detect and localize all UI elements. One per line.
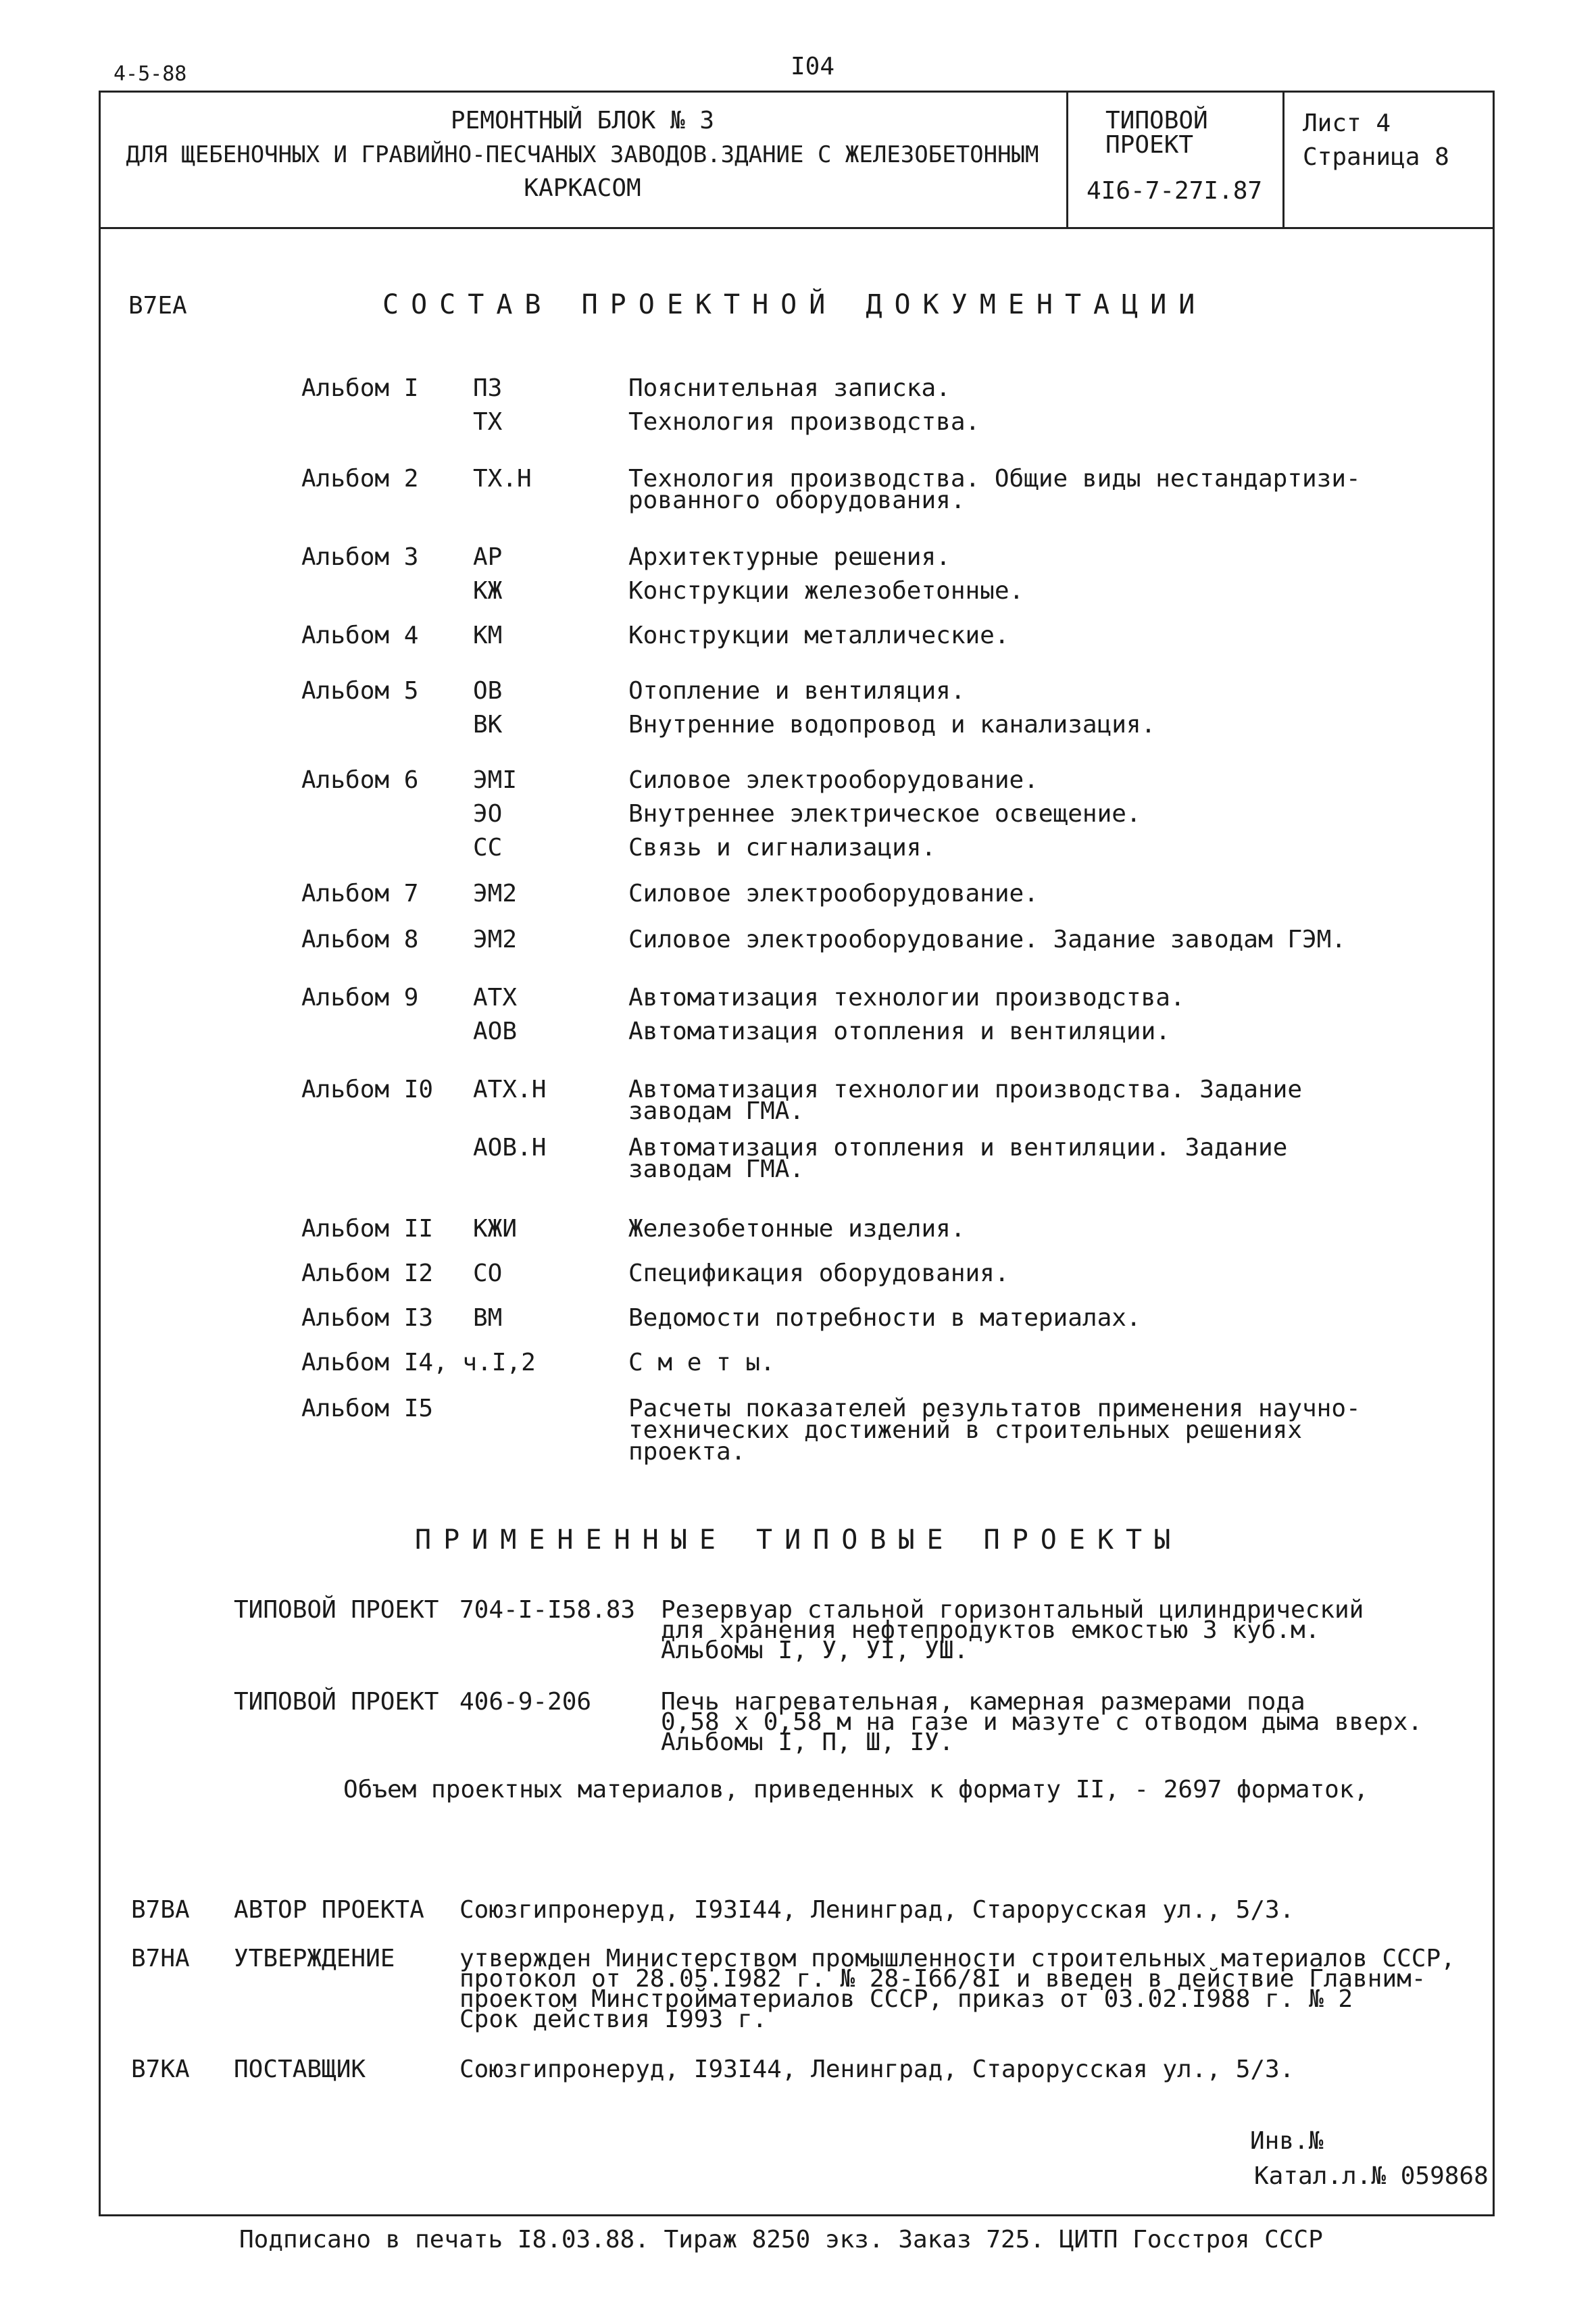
doc-mark: ОВ [473,677,503,705]
doc-description: Автоматизация отопления и вентиляции. Задание [628,1134,1288,1162]
catalog-number: Катал.л.№ 059868 [1254,2162,1489,2190]
info-code: В7КА [131,2056,190,2083]
album-label: Альбом II [301,1215,434,1243]
doc-description: технических достижений в строительных решениях [628,1416,1302,1444]
doc-description: Отопление и вентиляция. [628,677,966,705]
info-text: проектом Минстройматериалов СССР, приказ от 03.02.I988 г. № 2 [459,1985,1353,2013]
doc-description: Автоматизация отопления и вентиляции. [628,1018,1170,1045]
doc-description: рованного оборудования. [628,487,966,514]
doc-mark: КЖ [473,577,503,605]
info-label: ПОСТАВЩИК [234,2056,366,2083]
doc-description: заводам ГМА. [628,1097,805,1125]
doc-mark: ЭМ2 [473,880,518,907]
doc-mark: ЭМ2 [473,926,518,953]
stamp-col-line-2 [1282,91,1285,228]
project-description: для хранения нефтепродуктов емкостью 3 куб.м. [661,1616,1320,1644]
info-code: В7НА [131,1945,190,1972]
stamp-sheet: Лист 4 [1303,109,1391,137]
project-description: Печь нагревательная, камерная размерами пода [661,1688,1305,1716]
album-label: Альбом 9 [301,984,419,1012]
album-label: Альбом 4 [301,622,419,649]
doc-description: С м е т ы. [628,1349,775,1376]
doc-mark: АТХ.Н [473,1076,547,1103]
album-label: Альбом I3 [301,1304,434,1332]
info-label: АВТОР ПРОЕКТА [234,1896,424,1924]
doc-description: Пояснительная записка. [628,374,951,402]
doc-mark: АР [473,543,503,571]
page-number: I04 [791,53,835,80]
doc-description: Силовое электрооборудование. Задание заводам ГЭМ. [628,926,1347,953]
album-label: Альбом 5 [301,677,419,705]
volume-note: Объем проектных материалов, приведенных к формату II, - 2697 форматок, [343,1776,1369,1803]
doc-mark: КМ [473,622,503,649]
album-label: Альбом I4, ч.I,2 [301,1349,536,1376]
doc-mark: ВМ [473,1304,503,1332]
doc-mark: ТХ.Н [473,465,532,493]
doc-mark: АОВ [473,1018,518,1045]
project-description: Альбомы I, П, Ш, IУ. [661,1728,954,1756]
project-description: Альбомы I, У, УI, УШ. [661,1637,969,1664]
album-label: Альбом I0 [301,1076,434,1103]
doc-description: Конструкции железобетонные. [628,577,1024,605]
project-code: 406-9-206 [459,1688,592,1716]
doc-mark: ЭО [473,800,503,828]
doc-description: Архитектурные решения. [628,543,951,571]
doc-description: Силовое электрооборудование. [628,766,1039,794]
album-label: Альбом I [301,374,419,402]
doc-description: Железобетонные изделия. [628,1215,966,1243]
doc-description: Расчеты показателей результатов применения научно- [628,1395,1361,1422]
doc-description: проекта. [628,1438,746,1466]
doc-description: Силовое электрооборудование. [628,880,1039,907]
doc-mark: ТХ [473,408,503,436]
stamp-type-label-2: ПРОЕКТ [1105,131,1194,159]
stamp-title-2: ДЛЯ ЩЕБЕНОЧНЫХ И ГРАВИЙНО-ПЕСЧАНЫХ ЗАВОДОВ.ЗДАНИЕ С ЖЕЛЕЗОБЕТОННЫМ [126,141,1039,168]
project-label: ТИПОВОЙ ПРОЕКТ [234,1596,439,1624]
doc-description: Конструкции металлические. [628,622,1009,649]
doc-mark: АТХ [473,984,518,1012]
info-text: протокол от 28.05.I982 г. № 28-I66/8I и введен в действие Главним- [459,1965,1426,1993]
doc-mark: КЖИ [473,1215,518,1243]
doc-mark: АОВ.Н [473,1134,547,1162]
project-description: Резервуар стальной горизонтальный цилиндрический [661,1596,1364,1624]
doc-description: заводам ГМА. [628,1155,805,1183]
project-label: ТИПОВОЙ ПРОЕКТ [234,1688,439,1716]
inventory-number: Инв.№ [1250,2127,1324,2155]
album-label: Альбом 2 [301,465,419,493]
album-label: Альбом 6 [301,766,419,794]
album-label: Альбом I2 [301,1260,434,1287]
doc-description: Автоматизация технологии производства. Задание [628,1076,1302,1103]
doc-mark: СО [473,1260,503,1287]
info-text: Союзгипронеруд, I93I44, Ленинград, Старорусская ул., 5/3. [459,2056,1295,2083]
album-label: Альбом I5 [301,1395,434,1422]
stamp-col-line-1 [1066,91,1068,228]
album-label: Альбом 3 [301,543,419,571]
album-label: Альбом 8 [301,926,419,953]
doc-mark: ПЗ [473,374,503,402]
stamp-divider [99,227,1495,229]
section1-code: В7ЕА [128,292,187,320]
info-label: УТВЕРЖДЕНИЕ [234,1945,395,1972]
stamp-title-1: РЕМОНТНЫЙ БЛОК № 3 [450,107,715,134]
doc-description: Внутренние водопровод и канализация. [628,711,1156,739]
album-label: Альбом 7 [301,880,419,907]
project-description: 0,58 х 0,58 м на газе и мазуте с отводом дыма вверх. [661,1708,1423,1736]
doc-description: Технология производства. Общие виды нестандартизи- [628,465,1361,493]
project-code: 704-I-I58.83 [459,1596,636,1624]
info-code: В7ВА [131,1896,190,1924]
doc-mark: ВК [473,711,503,739]
doc-description: Автоматизация технологии производства. [628,984,1185,1012]
info-text: утвержден Министерством промышленности строительных материалов СССР, [459,1945,1455,1972]
doc-description: Ведомости потребности в материалах. [628,1304,1141,1332]
info-text: Союзгипронеруд, I93I44, Ленинград, Старорусская ул., 5/3. [459,1896,1295,1924]
doc-description: Связь и сигнализация. [628,834,937,862]
doc-description: Спецификация оборудования. [628,1260,1009,1287]
doc-mark: ЭМI [473,766,518,794]
stamp-project-code: 4I6-7-27I.87 [1087,177,1263,205]
stamp-type-label-1: ТИПОВОЙ [1105,107,1208,134]
doc-description: Внутреннее электрическое освещение. [628,800,1141,828]
print-footer: Подписано в печать I8.03.88. Тираж 8250 экз. Заказ 725. ЦИТП Госстроя СССР [239,2226,1323,2254]
section1-title: СОСТАВ ПРОЕКТНОЙ ДОКУМЕНТАЦИИ [382,289,1207,320]
stamp-title-3: КАРКАСОМ [524,174,641,202]
doc-mark: СС [473,834,503,862]
section2-title: ПРИМЕНЕННЫЕ ТИПОВЫЕ ПРОЕКТЫ [415,1524,1183,1555]
doc-description: Технология производства. [628,408,980,436]
info-text: Срок действия I993 г. [459,2006,768,2033]
top-code: 4-5-88 [114,62,187,86]
stamp-page: Страница 8 [1303,143,1449,171]
